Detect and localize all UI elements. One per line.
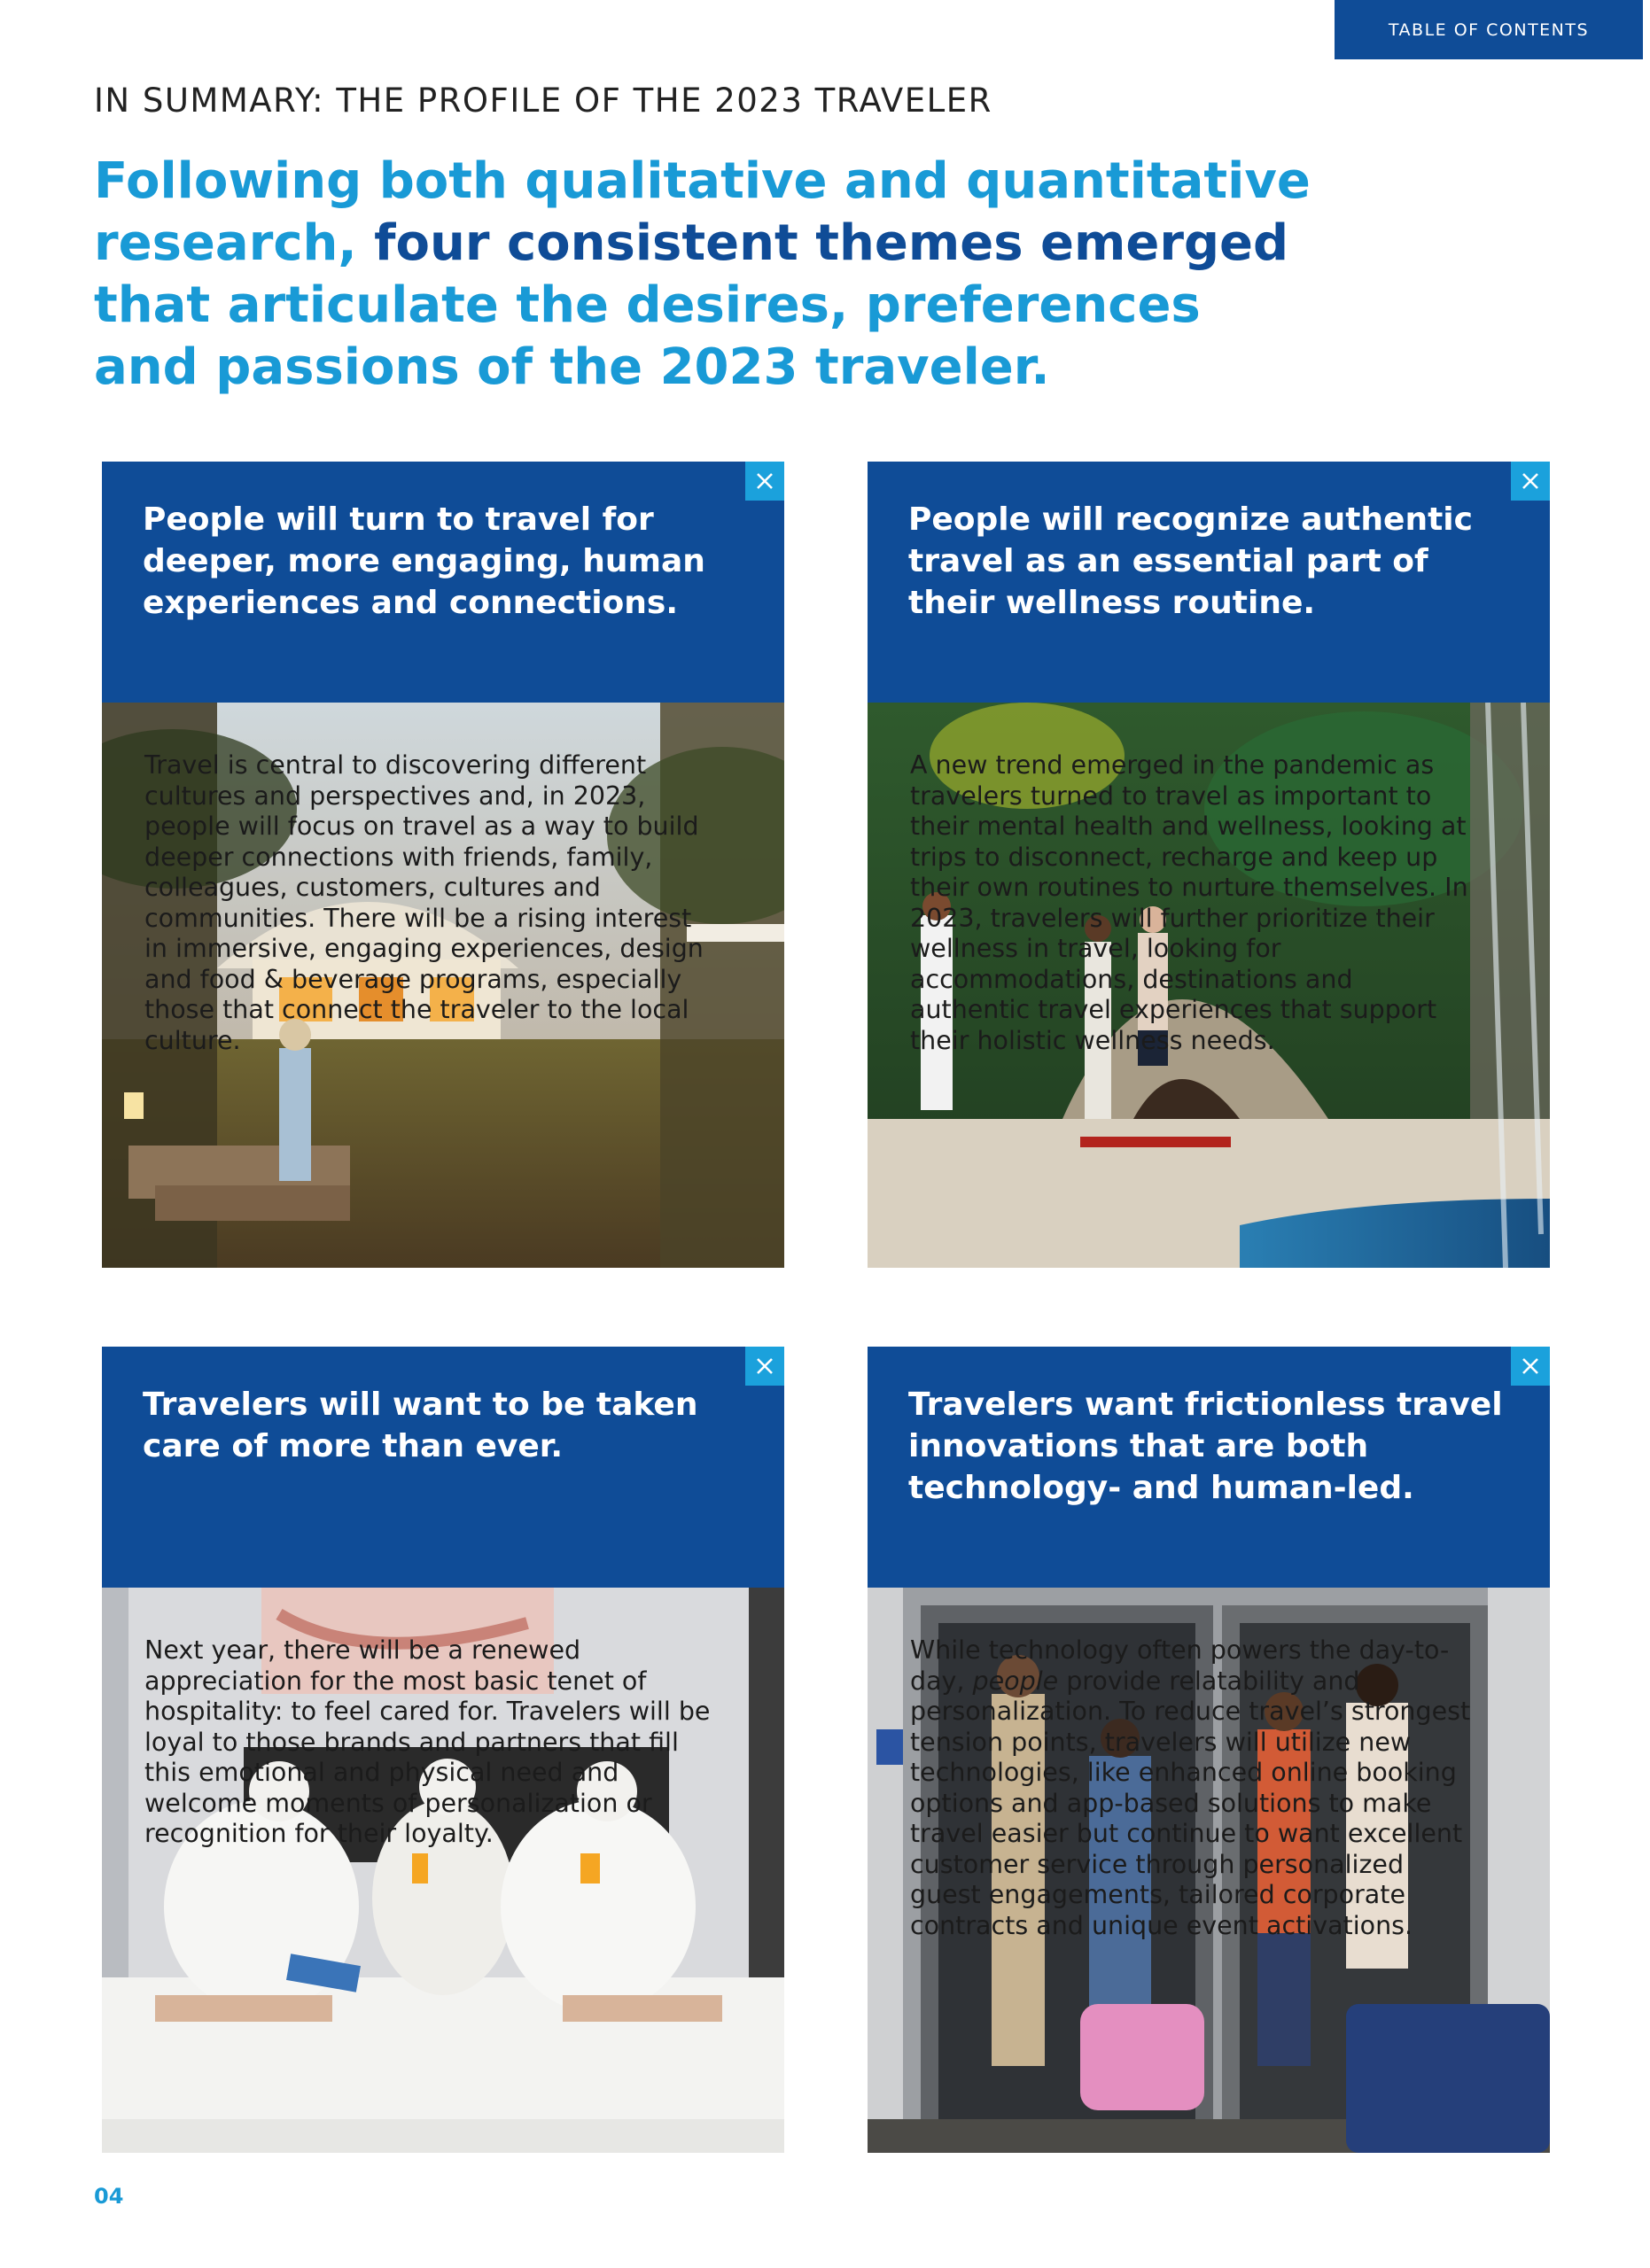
close-icon[interactable] <box>745 462 784 501</box>
card-photo <box>868 1588 1550 2153</box>
card-body: A new trend emerged in the pandemic as travelers turned to travel as important to their mental health and wellness, looking at trips to disconnect, recharge and keep up their own routines to nurture themselves. In 2023, travelers will further prioritize their wellness in travel, looking for accommodations, destinations and authentic travel experiences that support their holistic wellness needs. <box>910 750 1468 1055</box>
card-body-intro: While technology often powers the day-to-day, <box>910 1635 1450 1696</box>
card-body: Travel is central to discovering different cultures and perspectives and, in 2023, people will focus on travel as a way to build deeper connections with friends, family, colleagues, customers, cultures and communities. There will be a rising interest in immersive, engaging experiences, design and food & beverage programs, especially those that connect the traveler to the local culture. <box>144 750 704 1055</box>
card-heading: People will recognize authentic travel as an essential part of their wellness routine. <box>908 501 1473 621</box>
headline-part-1: Following both qualitative and quantitative research, <box>94 152 1311 272</box>
page-headline <box>94 151 1317 399</box>
card-header <box>868 462 1550 703</box>
page-number: 04 <box>94 2184 124 2209</box>
card-heading: Travelers want frictionless travel innovations that are both technology- and human-led. <box>908 1386 1503 1506</box>
card-body-rest: provide relatability and personalization. To reduce travel’s strongest tension points, travelers will utilize new technologies, like enhanced online booking options and app-based solutions to make travel easier but continue to want excellent customer service through personalized guest engagements, tailored corporate contracts and unique event activations. <box>910 1666 1471 1940</box>
card-body-emphasis: people <box>972 1666 1059 1696</box>
section-title: IN SUMMARY: THE PROFILE OF THE 2023 TRAVELER <box>94 82 992 120</box>
card-header <box>102 1347 784 1588</box>
theme-card-4 <box>868 1347 1550 2153</box>
close-icon[interactable] <box>1511 1347 1550 1386</box>
card-photo <box>102 703 784 1268</box>
card-photo <box>102 1588 784 2153</box>
theme-card-3 <box>102 1347 784 2153</box>
theme-card-1 <box>102 462 784 1268</box>
card-heading: People will turn to travel for deeper, more engaging, human experiences and connections. <box>143 501 705 621</box>
close-icon[interactable] <box>1511 462 1550 501</box>
headline-part-2: four consistent themes emerged <box>374 214 1289 272</box>
theme-card-2 <box>868 462 1550 1268</box>
card-body <box>910 1635 1477 1941</box>
table-of-contents-button[interactable]: TABLE OF CONTENTS <box>1335 0 1643 59</box>
close-icon[interactable] <box>745 1347 784 1386</box>
card-heading: Travelers will want to be taken care of more than ever. <box>143 1386 698 1464</box>
card-header <box>102 462 784 703</box>
card-body: Next year, there will be a renewed appreciation for the most basic tenet of hospitality: to feel cared for. Travelers will be loyal to those brands and partners that fill this emotional and physical need and welcome moments of personalization or recognition for their loyalty. <box>144 1635 711 1848</box>
headline-part-3: that articulate the desires, preferences and passions of the 2023 traveler. <box>94 276 1201 396</box>
card-header <box>868 1347 1550 1588</box>
card-photo <box>868 703 1550 1268</box>
